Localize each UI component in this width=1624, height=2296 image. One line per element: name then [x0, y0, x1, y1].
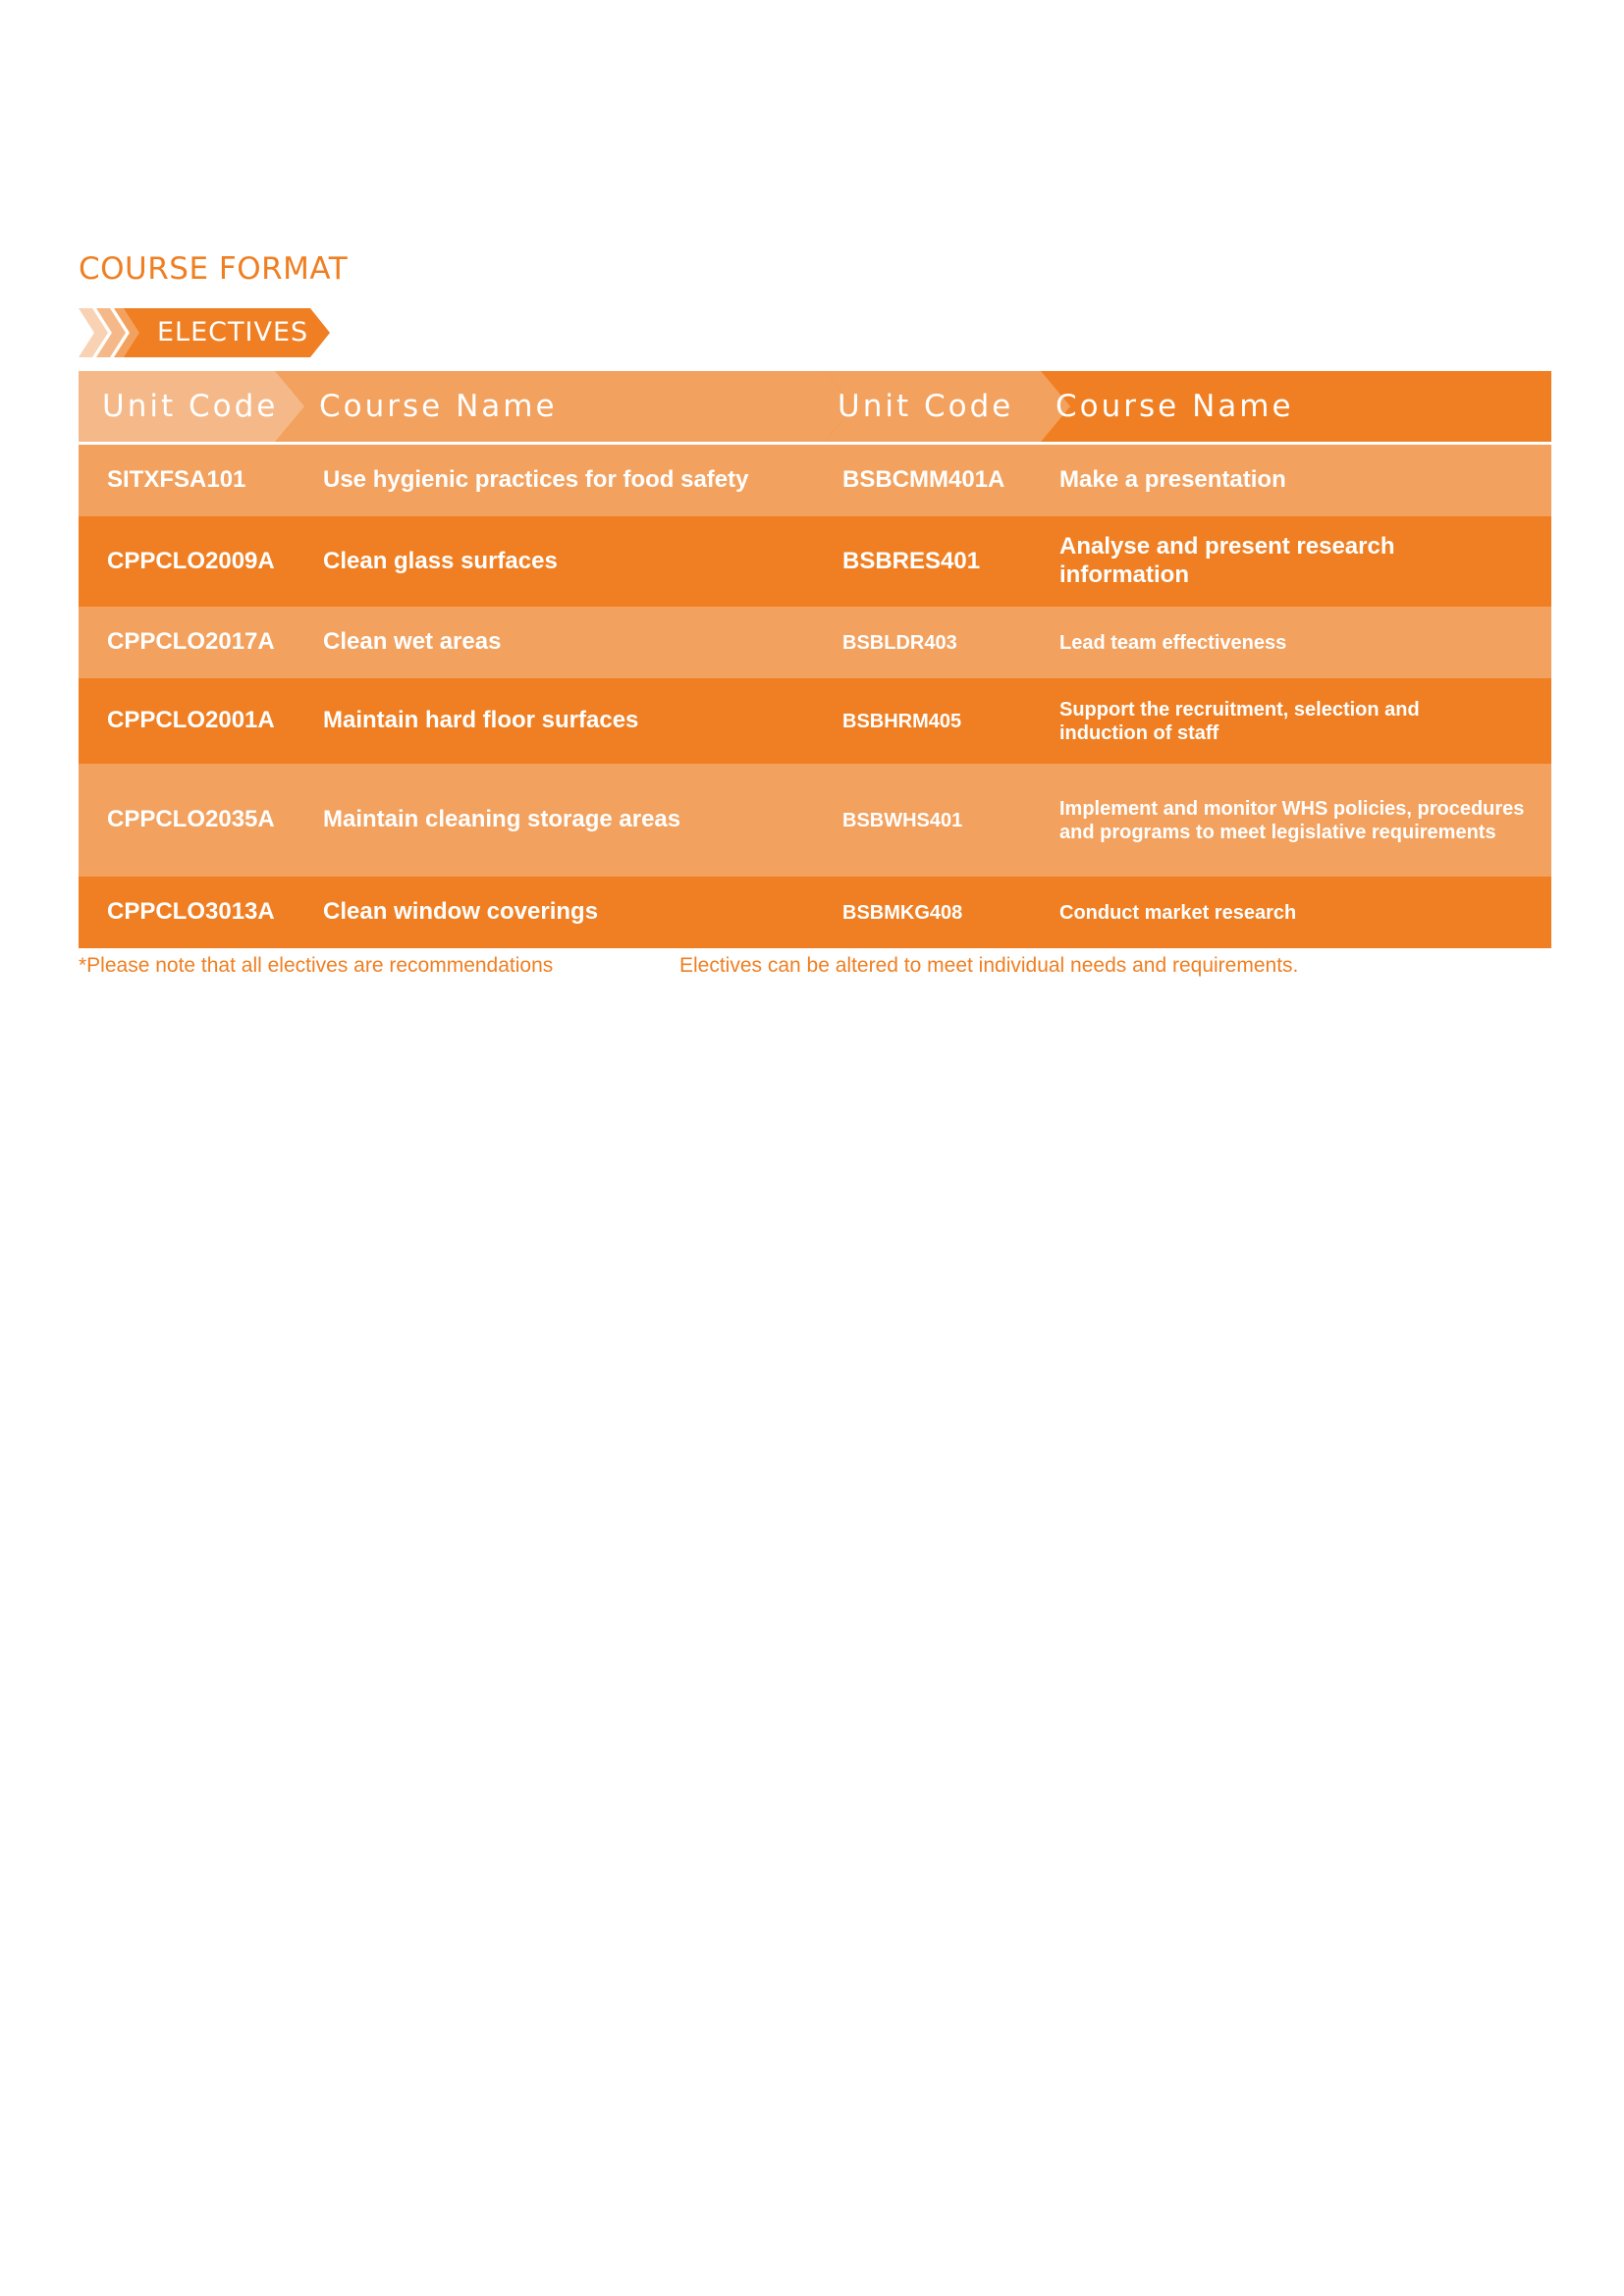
course-name-cell: Conduct market research	[1059, 901, 1297, 924]
header-course-name-2: Course Name	[1056, 389, 1294, 424]
header-background	[79, 371, 1551, 442]
unit-code-cell: CPPCLO2009A	[107, 547, 275, 574]
unit-code-cell: BSBMKG408	[842, 901, 963, 924]
footnote-recommendations: *Please note that all electives are recommendations	[79, 954, 554, 977]
table-row	[79, 516, 1551, 607]
unit-code-cell: CPPCLO2001A	[107, 707, 275, 734]
unit-code-cell: BSBRES401	[842, 547, 981, 574]
course-name-cell: Use hygienic practices for food safety	[323, 466, 749, 494]
table-row	[79, 607, 1551, 678]
course-name-cell: Lead team effectiveness	[1059, 631, 1287, 654]
course-name-cell: Implement and monitor WHS policies, procedures and programs to meet legislative requirements	[1059, 797, 1525, 843]
table-row	[79, 764, 1551, 877]
electives-label: ELECTIVES	[157, 317, 309, 347]
header-course-name-1: Course Name	[319, 389, 558, 424]
table-row	[79, 445, 1551, 516]
unit-code-cell: SITXFSA101	[107, 466, 246, 494]
course-name-cell: Analyse and present research information	[1059, 533, 1395, 588]
header-unit-code-1: Unit Code	[102, 389, 279, 424]
unit-code-cell: CPPCLO2035A	[107, 806, 275, 833]
unit-code-cell: CPPCLO2017A	[107, 628, 275, 656]
unit-code-cell: BSBLDR403	[842, 631, 957, 654]
unit-code-cell: BSBWHS401	[842, 809, 963, 831]
header-unit-code-2: Unit Code	[838, 389, 1014, 424]
course-name-cell: Clean wet areas	[323, 628, 502, 656]
course-name-cell: Maintain hard floor surfaces	[323, 707, 639, 734]
course-name-cell: Clean window coverings	[323, 898, 599, 926]
electives-banner	[79, 308, 330, 357]
unit-code-cell: BSBHRM405	[842, 710, 962, 732]
course-name-cell: Maintain cleaning storage areas	[323, 806, 681, 833]
footnote-alterations: Electives can be altered to meet individual needs and requirements.	[679, 954, 1299, 977]
table-header	[79, 371, 1551, 442]
course-name-cell: Make a presentation	[1059, 466, 1286, 494]
course-name-cell: Support the recruitment, selection and induction of staff	[1059, 698, 1420, 744]
unit-code-cell: BSBCMM401A	[842, 466, 1005, 494]
unit-code-cell: CPPCLO3013A	[107, 898, 275, 926]
table-row	[79, 877, 1551, 948]
section-title: COURSE FORMAT	[79, 251, 349, 287]
table-row	[79, 678, 1551, 764]
course-name-cell: Clean glass surfaces	[323, 547, 558, 574]
electives-table	[79, 371, 1551, 948]
